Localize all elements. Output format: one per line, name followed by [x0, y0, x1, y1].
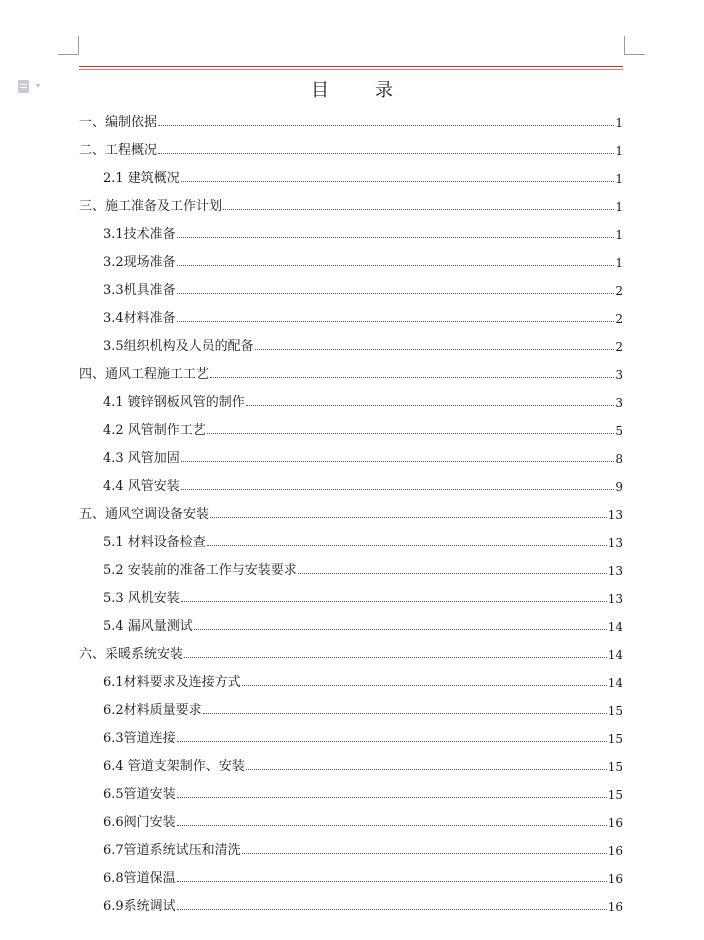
toc-entry-label: 5.4 漏风量测试 [103, 619, 193, 634]
toc-entry-label: 6.5管道安装 [103, 787, 176, 802]
toc-entry-page: 1 [615, 200, 623, 214]
toc-entry[interactable] [79, 838, 623, 858]
toc-entry-page: 15 [607, 760, 623, 774]
toc-entry-page: 14 [607, 676, 623, 690]
toc-entry[interactable] [79, 250, 623, 270]
toc-entry[interactable] [79, 166, 623, 186]
toc-entry-page: 16 [607, 816, 623, 830]
toc-entry-label: 4.2 风管制作工艺 [103, 423, 206, 438]
toc-entry-page: 15 [607, 732, 623, 746]
toc-entry-page: 5 [615, 424, 623, 438]
toc-leader-dots [210, 517, 607, 518]
toc-leader-dots [177, 881, 607, 882]
toc-leader-dots [177, 825, 607, 826]
header-rule-secondary [79, 69, 623, 70]
toc-leader-dots [177, 797, 607, 798]
toc-entry-page: 2 [615, 340, 623, 354]
toc-entry-page: 15 [607, 788, 623, 802]
title-char-left: 目 [311, 80, 329, 101]
toc-leader-dots [203, 713, 607, 714]
toc-leader-dots [194, 629, 607, 630]
toc-entry[interactable] [79, 698, 623, 718]
toc-entry-page: 13 [607, 508, 623, 522]
toc-leader-dots [177, 909, 607, 910]
toc-leader-dots [242, 853, 607, 854]
toc-leader-dots [255, 349, 615, 350]
toc-entry-label: 2.1 建筑概况 [103, 171, 180, 186]
toc-entry[interactable] [79, 558, 623, 578]
toc-leader-dots [181, 181, 615, 182]
toc-leader-dots [246, 769, 607, 770]
toc-entry-label: 二、工程概况 [79, 143, 158, 158]
title-char-right: 录 [375, 80, 393, 101]
toc-entry-label: 6.7管道系统试压和清洗 [103, 843, 241, 858]
toc-leader-dots [181, 601, 607, 602]
toc-entry-page: 8 [615, 452, 623, 466]
toc-entry[interactable] [79, 138, 623, 158]
toc-entry-label: 4.4 风管安装 [103, 479, 180, 494]
toc-leader-dots [177, 265, 615, 266]
toc-entry-page: 1 [615, 256, 623, 270]
toc-leader-dots [158, 125, 614, 126]
toc-entry-label: 5.2 安装前的准备工作与安装要求 [103, 563, 297, 578]
toc-entry[interactable] [79, 866, 623, 886]
toc-entry-page: 16 [607, 872, 623, 886]
toc-entry-label: 三、施工准备及工作计划 [79, 199, 223, 214]
chevron-down-icon[interactable]: ▾ [36, 81, 41, 90]
toc-entry-label: 4.1 镀锌钢板风管的制作 [103, 395, 245, 410]
toc-entry[interactable] [79, 194, 623, 214]
toc-entry-label: 4.3 风管加固 [103, 451, 180, 466]
toc-entry-page: 13 [607, 536, 623, 550]
toc-entry[interactable] [79, 726, 623, 746]
toc-entry-page: 1 [615, 144, 623, 158]
toc-entry[interactable] [79, 642, 623, 662]
toc-entry[interactable] [79, 418, 623, 438]
toc-entry-label: 6.6阀门安装 [103, 815, 176, 830]
toc-entry[interactable] [79, 670, 623, 690]
toc-entry-label: 一、编制依据 [79, 115, 158, 130]
toc-entry-page: 14 [607, 620, 623, 634]
toc-leader-dots [298, 573, 607, 574]
toc-entry-page: 1 [615, 172, 623, 186]
toc-entry[interactable] [79, 334, 623, 354]
toc-entry-label: 6.8管道保温 [103, 871, 176, 886]
toc-leader-dots [177, 321, 615, 322]
toc-leader-dots [210, 377, 614, 378]
toc-leader-dots [207, 433, 615, 434]
toc-entry[interactable] [79, 614, 623, 634]
toc-entry-page: 16 [607, 844, 623, 858]
toc-leader-dots [177, 293, 615, 294]
toc-leader-dots [242, 685, 607, 686]
toc-entry[interactable] [79, 894, 623, 914]
toc-entry[interactable] [79, 110, 623, 130]
toc-entry-page: 9 [615, 480, 623, 494]
toc-leader-dots [184, 657, 607, 658]
toc-entry-label: 6.2材料质量要求 [103, 703, 202, 718]
page-title [0, 76, 704, 102]
header-rule [79, 66, 623, 67]
toc-entry-label: 六、采暖系统安装 [79, 647, 184, 662]
toc-entry-label: 5.3 风机安装 [103, 591, 180, 606]
toc-entry-label: 3.5组织机构及人员的配备 [103, 339, 254, 354]
toc-leader-dots [207, 545, 607, 546]
toc-entry-label: 6.4 管道支架制作、安装 [103, 759, 245, 774]
toc-leader-dots [181, 461, 615, 462]
toc-entry-page: 13 [607, 592, 623, 606]
toc-entry[interactable] [79, 782, 623, 802]
toc-entry-page: 2 [615, 284, 623, 298]
toc-entry-label: 5.1 材料设备检查 [103, 535, 206, 550]
toc-entry-label: 6.9系统调试 [103, 899, 176, 914]
toc-entry[interactable] [79, 362, 623, 382]
toc-entry-page: 13 [607, 564, 623, 578]
toc-entry-label: 五、通风空调设备安装 [79, 507, 210, 522]
toc-entry-label: 四、通风工程施工工艺 [79, 367, 210, 382]
toc-entry[interactable] [79, 390, 623, 410]
toc-leader-dots [223, 209, 614, 210]
toc-entry[interactable] [79, 306, 623, 326]
toc-leader-dots [177, 741, 607, 742]
toc-entry-label: 3.4材料准备 [103, 311, 176, 326]
toc-leader-dots [158, 153, 614, 154]
toc-entry[interactable] [79, 278, 623, 298]
toc-entry-page: 16 [607, 900, 623, 914]
toc-entry-page: 1 [615, 228, 623, 242]
toc-entry[interactable] [79, 474, 623, 494]
toc-entry[interactable] [79, 446, 623, 466]
toc-entry-label: 6.3管道连接 [103, 731, 176, 746]
toc-entry[interactable] [79, 222, 623, 242]
toc-entry-page: 3 [615, 368, 623, 382]
toc-entry[interactable] [79, 530, 623, 550]
crop-mark-top-right [624, 36, 645, 55]
toc-entry[interactable] [79, 754, 623, 774]
toc-entry-page: 3 [615, 396, 623, 410]
toc-entry-page: 15 [607, 704, 623, 718]
toc-entry-page: 1 [615, 116, 623, 130]
toc-entry-page: 2 [615, 312, 623, 326]
toc-leader-dots [181, 489, 615, 490]
toc-entry[interactable] [79, 502, 623, 522]
toc-entry-label: 6.1材料要求及连接方式 [103, 675, 241, 690]
toc-entry[interactable] [79, 810, 623, 830]
toc-leader-dots [246, 405, 615, 406]
toc-entry-label: 3.3机具准备 [103, 283, 176, 298]
toc-entry-page: 14 [607, 648, 623, 662]
toc-entry-label: 3.2现场准备 [103, 255, 176, 270]
toc-entry[interactable] [79, 586, 623, 606]
crop-mark-top-left [58, 36, 79, 55]
toc-entry-label: 3.1技术准备 [103, 227, 176, 242]
toc-leader-dots [177, 237, 615, 238]
